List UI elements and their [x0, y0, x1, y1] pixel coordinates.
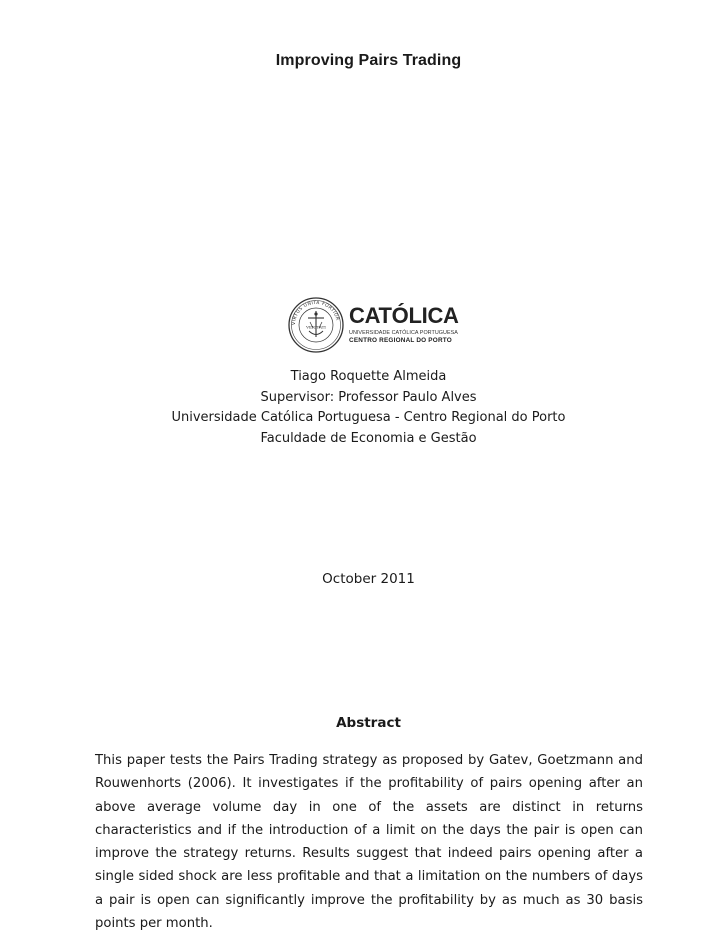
logo-centre: CENTRO REGIONAL DO PORTO [349, 337, 452, 344]
author-block [0, 367, 701, 449]
faculty-line: Faculdade de Economia e Gestão [260, 430, 477, 446]
abstract-heading: Abstract [336, 715, 401, 731]
logo-wordmark-title: CATÓLICA [349, 303, 459, 328]
seal-inner-text: VERITATI [306, 324, 326, 330]
supervisor-line: Supervisor: Professor Paulo Alves [260, 389, 477, 405]
logo-subtitle: UNIVERSIDADE CATÓLICA PORTUGUESA [349, 330, 458, 336]
university-seal-icon [288, 297, 344, 353]
abstract-body: This paper tests the Pairs Trading strategy as proposed by Gatev, Goetzmann and Rouwenhorts (2006). It investigates if the profitability of pairs opening after an above average volume day in one of the assets are distinct in returns characteristics and if the introduction of a limit on the days the pair is open can improve the strategy returns. Results suggest that indeed pairs opening after a single sided shock are less profitable and that a limitation on the numbers of days a pair is open can significantly improve the profitability by as much as 30 basis points per month. [95, 753, 643, 932]
university-line: Universidade Católica Portuguesa - Centro Regional do Porto [171, 410, 566, 426]
publication-date: October 2011 [322, 571, 415, 587]
author-name: Tiago Roquette Almeida [290, 369, 447, 384]
paper-title: Improving Pairs Trading [275, 52, 462, 69]
seal-motto: VIRTUS UNITA FORTIOR [291, 300, 340, 326]
logo-wordmark [349, 305, 459, 345]
catolica-logo [288, 295, 463, 355]
